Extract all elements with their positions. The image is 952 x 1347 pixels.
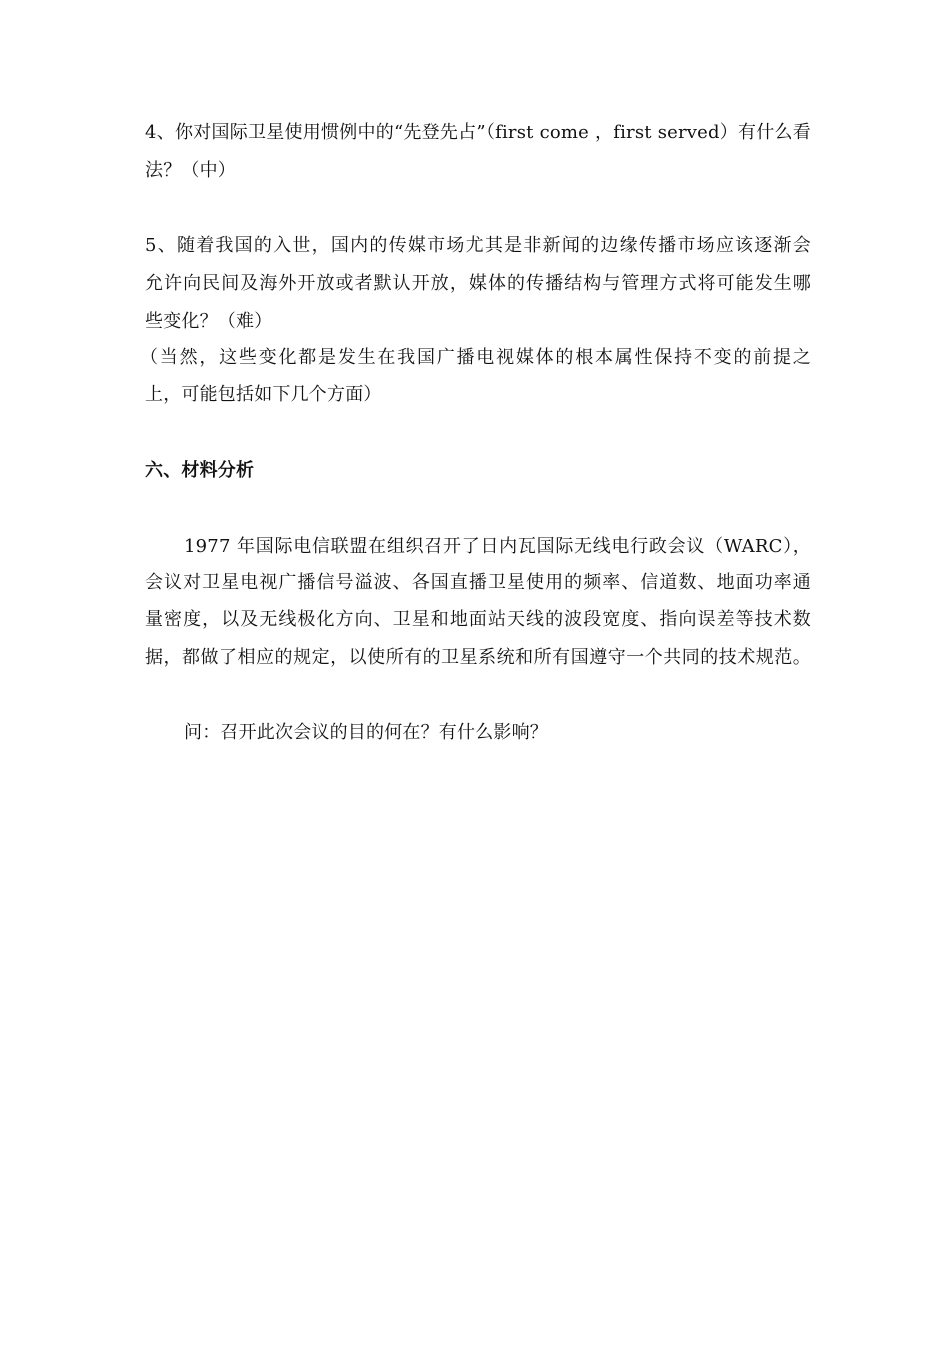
material-question: 问：召开此次会议的目的何在？有什么影响？	[184, 722, 548, 743]
question-5-note-line-2: 上，可能包括如下几个方面）	[145, 384, 382, 405]
question-4-line-2: 法？（中）	[145, 160, 236, 181]
material-paragraph-line-2: 会议对卫星电视广播信号溢波、各国直播卫星使用的频率、信道数、地面功率通	[145, 572, 811, 593]
question-4-line-1: 4、你对国际卫星使用惯例中的“先登先占”（first come ，first served）有什么看	[145, 122, 811, 143]
question-5-line-3: 些变化？（难）	[145, 311, 273, 332]
material-paragraph-line-4: 据，都做了相应的规定，以使所有的卫星系统和所有国遵守一个共同的技术规范。	[145, 647, 811, 668]
question-5-note-line-1: （当然，这些变化都是发生在我国广播电视媒体的根本属性保持不变的前提之	[140, 347, 811, 368]
question-5-line-1: 5、随着我国的入世，国内的传媒市场尤其是非新闻的边缘传播市场应该逐渐会	[145, 235, 811, 256]
material-paragraph-line-3: 量密度，以及无线极化方向、卫星和地面站天线的波段宽度、指向误差等技术数	[145, 609, 811, 630]
question-5-line-2: 允许向民间及海外开放或者默认开放，媒体的传播结构与管理方式将可能发生哪	[145, 273, 811, 294]
material-paragraph-line-1: 1977 年国际电信联盟在组织召开了日内瓦国际无线电行政会议（WARC），	[184, 536, 811, 557]
section-heading-material-analysis: 六、材料分析	[145, 460, 255, 481]
